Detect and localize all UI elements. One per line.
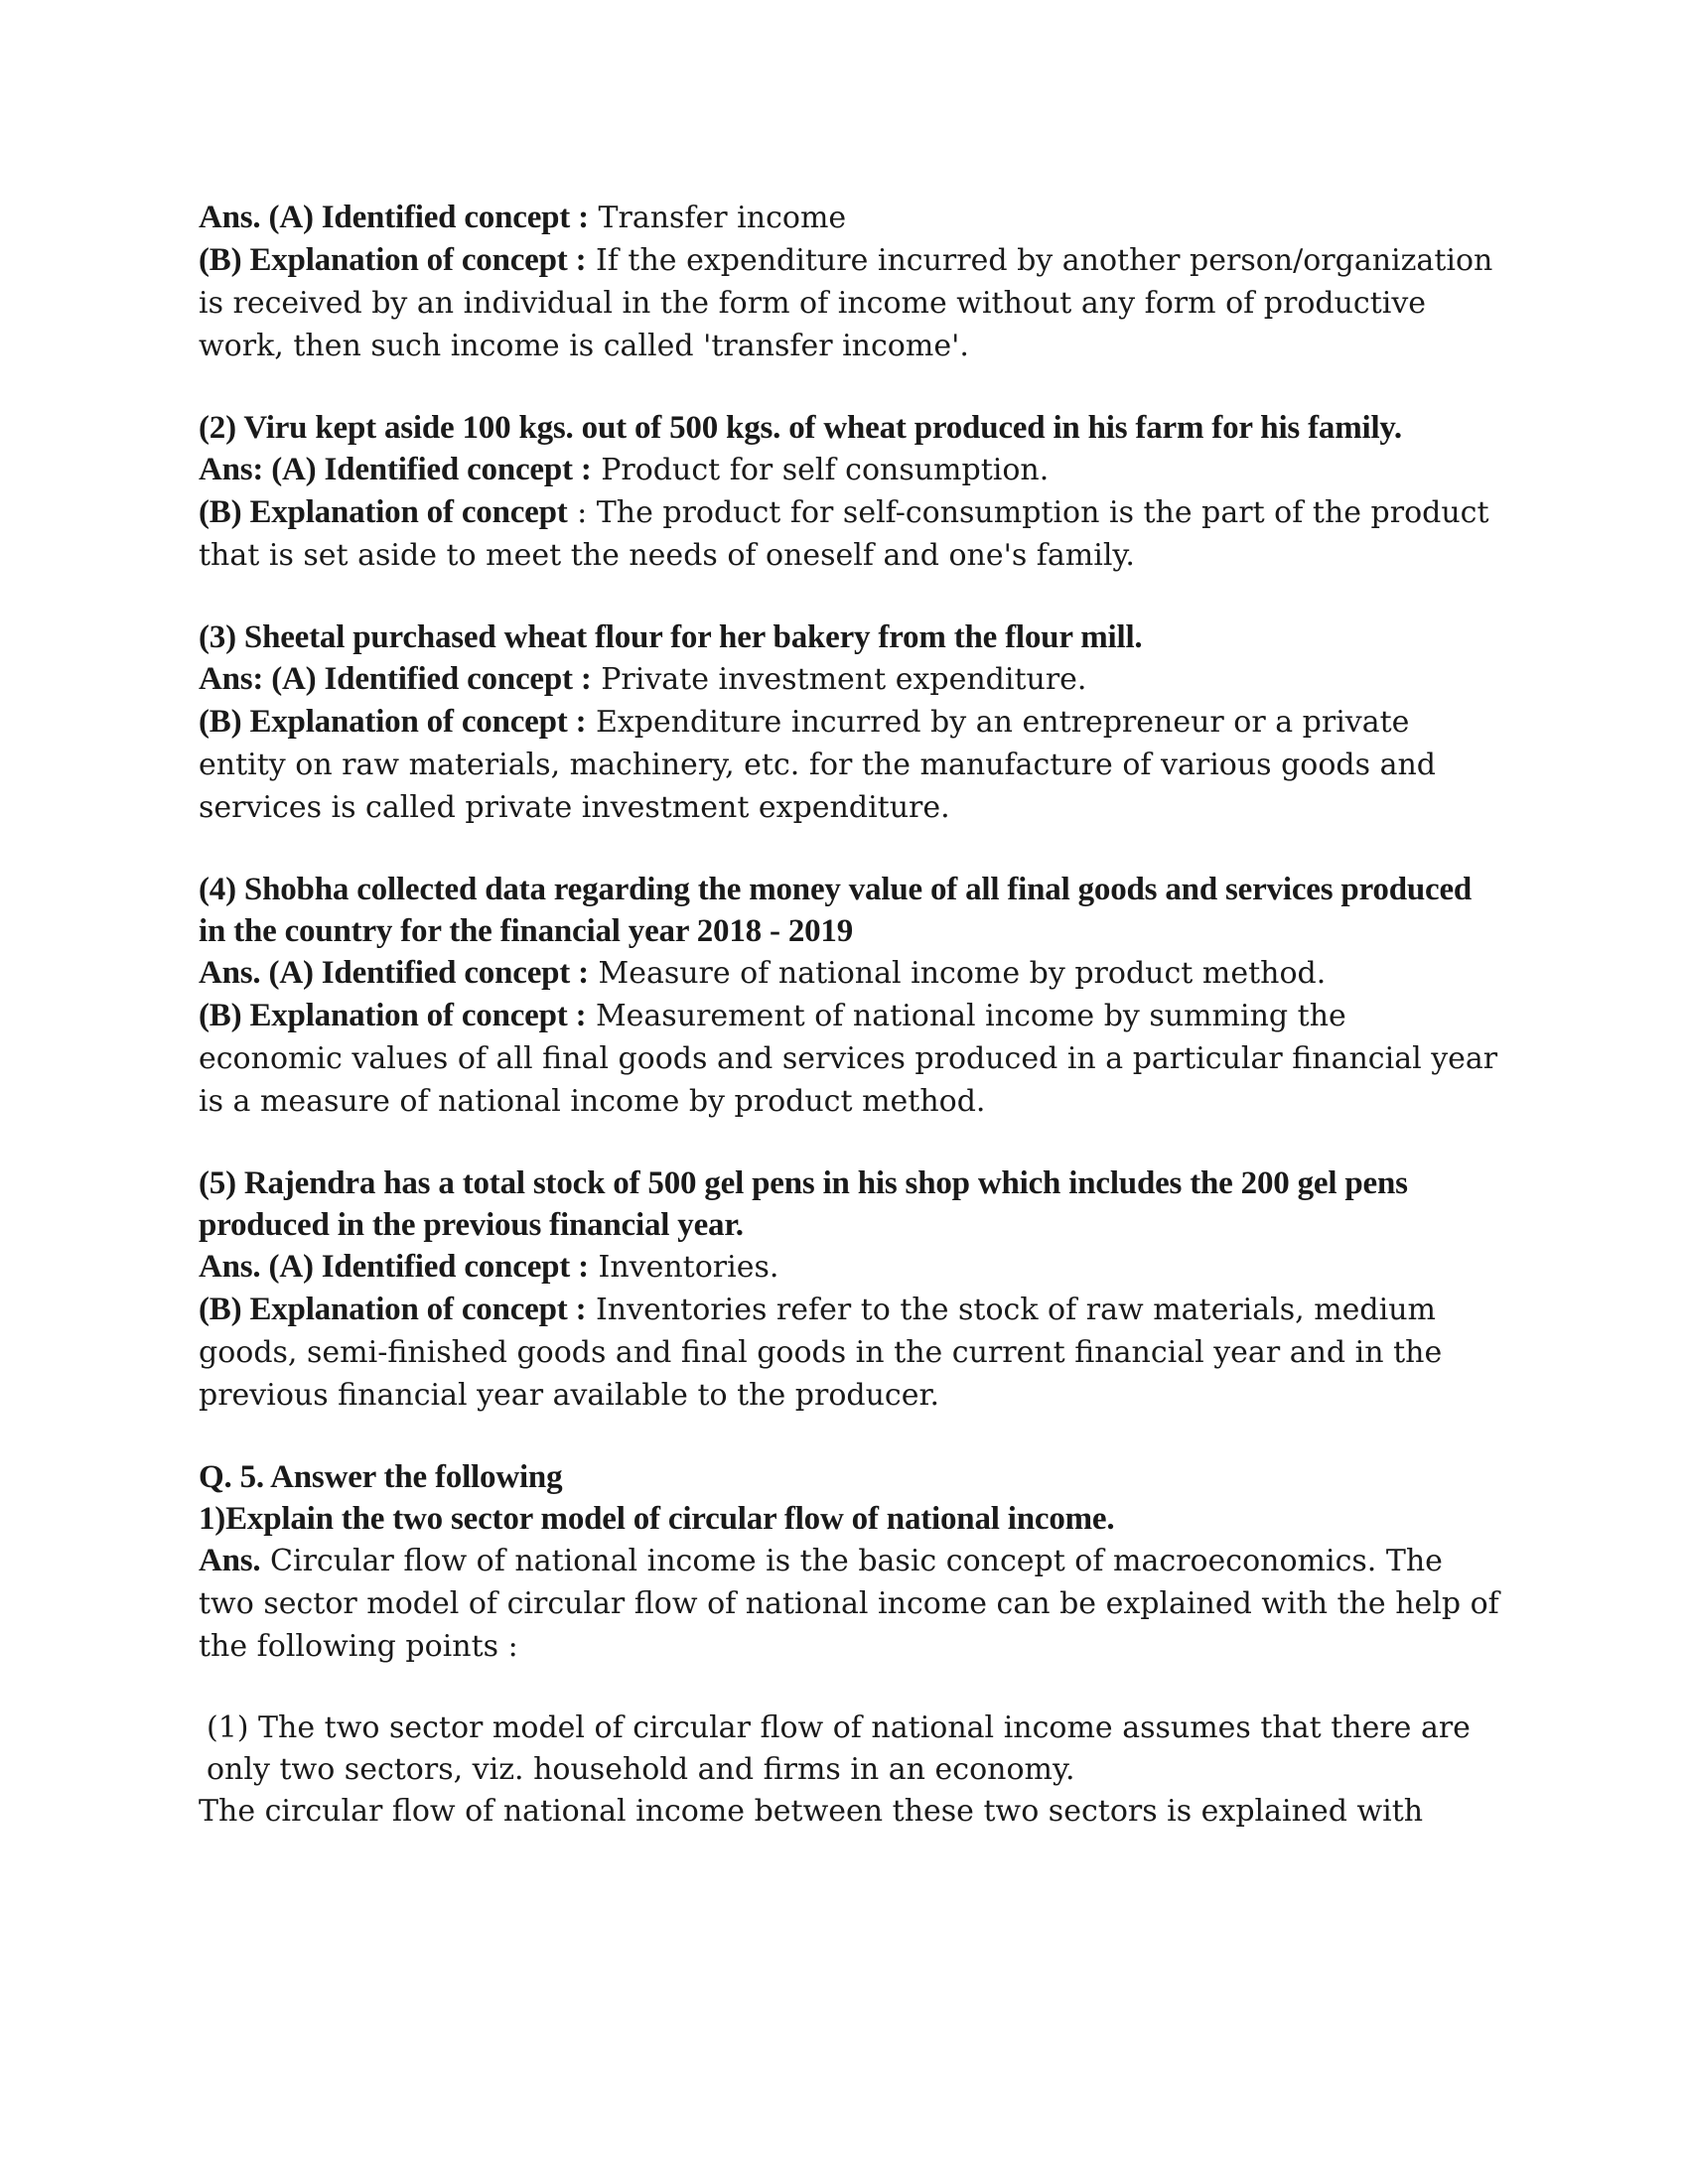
identified-concept-text: Product for self consumption. xyxy=(591,453,1050,487)
explanation-text: Measurement of national income by summing the economic values of all final goods and services produced in a particular financial year is a measure of national income by product method. xyxy=(199,999,1498,1119)
question-5: (5) Rajendra has a total stock of 500 gel pens in his shop which includes the 200 gel pens produced in the previous financial year. xyxy=(199,1165,1408,1243)
identified-concept-text: Private investment expenditure. xyxy=(591,662,1087,697)
answer-transfer-income xyxy=(199,197,1499,367)
identified-concept-label: Ans. (A) Identified concept : xyxy=(199,1249,589,1285)
explanation-label: (B) Explanation of concept : xyxy=(199,998,587,1033)
point-1-continuation: The circular flow of national income between these two sectors is explained with xyxy=(199,1794,1424,1829)
identified-concept-line xyxy=(199,658,1499,701)
answer-label: Ans. xyxy=(199,1543,261,1578)
question-5-block xyxy=(199,1162,1499,1417)
explanation-label: (B) Explanation of concept xyxy=(199,494,568,530)
identified-concept-text: Inventories. xyxy=(588,1250,779,1285)
identified-concept-label: Ans: (A) Identified concept : xyxy=(199,661,592,697)
point-1-text: (1) The two sector model of circular flow of national income assumes that there are only two sectors, viz. household and firms in an economy. xyxy=(207,1710,1471,1787)
explanation-label: (B) Explanation of concept : xyxy=(199,704,587,740)
explanation-paragraph xyxy=(199,239,1499,367)
identified-concept-text: Transfer income xyxy=(588,201,847,235)
identified-concept-label: Ans. (A) Identified concept : xyxy=(199,200,589,235)
section-heading: Q. 5. Answer the following xyxy=(199,1459,563,1495)
identified-concept-line xyxy=(199,197,1499,239)
question-2: (2) Viru kept aside 100 kgs. out of 500 kgs. of wheat produced in his farm for his family. xyxy=(199,410,1402,446)
explanation-label: (B) Explanation of concept : xyxy=(199,242,587,278)
explanation-text: : The product for self-consumption is the part of the product that is set aside to meet the needs of oneself and one's family. xyxy=(199,495,1489,573)
explanation-paragraph xyxy=(199,995,1499,1123)
identified-concept-line xyxy=(199,449,1499,491)
answer-paragraph xyxy=(199,1540,1499,1668)
explanation-text: Inventories refer to the stock of raw materials, medium goods, semi-finished goods and final goods in the current financial year and in the previous financial year available to the producer. xyxy=(199,1293,1443,1413)
sub-question-1: 1)Explain the two sector model of circular flow of national income. xyxy=(199,1501,1115,1537)
answer-text: Circular flow of national income is the basic concept of macroeconomics. The two sector model of circular flow of national income can be explained with the help of the following points : xyxy=(199,1544,1499,1664)
question-4-block xyxy=(199,869,1499,1123)
explanation-paragraph xyxy=(199,491,1499,577)
explanation-paragraph xyxy=(199,701,1499,829)
question-3-block xyxy=(199,616,1499,829)
identified-concept-label: Ans: (A) Identified concept : xyxy=(199,452,592,487)
question-2-block xyxy=(199,407,1499,577)
section-q5-block xyxy=(199,1456,1499,1668)
identified-concept-line xyxy=(199,1246,1499,1289)
point-1-block xyxy=(199,1707,1499,1833)
explanation-text: If the expenditure incurred by another person/organization is received by an individual in the form of income without any form of productive work, then such income is called 'transfer income'. xyxy=(199,243,1493,363)
explanation-paragraph xyxy=(199,1289,1499,1417)
explanation-text: Expenditure incurred by an entrepreneur or a private entity on raw materials, machinery, etc. for the manufacture of various goods and services is called private investment expenditure. xyxy=(199,705,1436,825)
identified-concept-line xyxy=(199,952,1499,995)
question-4: (4) Shobha collected data regarding the money value of all final goods and services produced in the country for the financial year 2018 - 2019 xyxy=(199,872,1473,949)
document-page xyxy=(199,197,1499,1872)
explanation-label: (B) Explanation of concept : xyxy=(199,1292,587,1327)
identified-concept-label: Ans. (A) Identified concept : xyxy=(199,955,589,991)
identified-concept-text: Measure of national income by product method. xyxy=(588,956,1327,991)
question-3: (3) Sheetal purchased wheat flour for her bakery from the flour mill. xyxy=(199,619,1143,655)
